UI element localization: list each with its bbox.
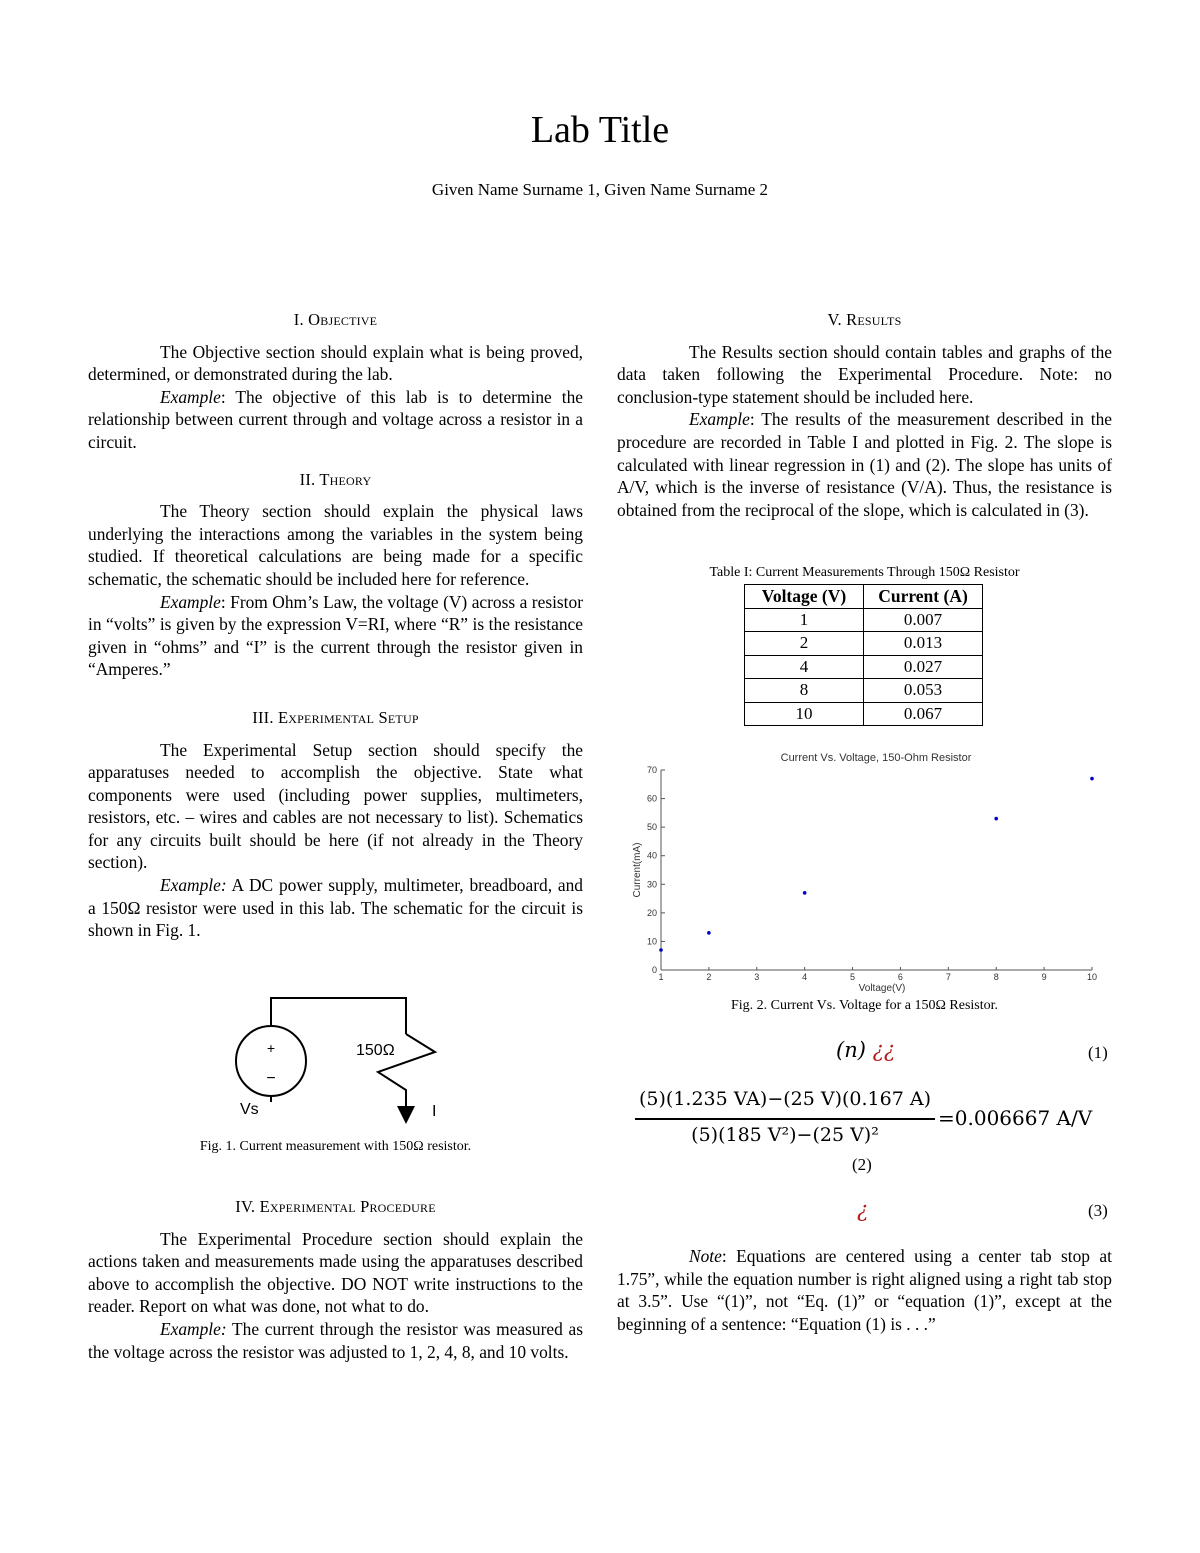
- table-row: [745, 679, 983, 703]
- chart-axes: [661, 770, 1092, 970]
- eq1-lhs: (n): [836, 1038, 866, 1062]
- x-tick-label: 5: [850, 972, 856, 982]
- x-tick-label: 6: [897, 972, 903, 982]
- example-label: Example:: [160, 1318, 227, 1339]
- table-cell: 0.027: [864, 655, 983, 679]
- data-point: [659, 948, 663, 952]
- x-tick-label: 8: [993, 972, 999, 982]
- y-tick-label: 40: [646, 850, 657, 861]
- left-column-bottom: [88, 1196, 583, 1363]
- data-point: [803, 891, 807, 895]
- example-text: A DC power supply, multimeter, breadboard, and a 150Ω resistor were used in this lab. The schematic for the circuit is shown in Fig. 1.: [88, 875, 583, 941]
- column-header: Current (A): [864, 585, 983, 609]
- column-header: Voltage (V): [745, 585, 864, 609]
- eq2-denominator: (5)(185 V²)−(25 V)²: [691, 1124, 879, 1146]
- setup-example: [88, 874, 583, 942]
- table-cell: 8: [745, 679, 864, 703]
- table-row: [745, 632, 983, 656]
- page-title: Lab Title: [530, 109, 670, 151]
- note-text: : Equations are centered using a center tab stop at 1.75”, while the equation number is right aligned using a right tab stop at 3.5”. Use “(1)”, not “Eq. (1)” or “equation (1)”, except at the beginning of a sentence: “Equation (1) is . . .”: [617, 1246, 1112, 1334]
- table-cell: 10: [745, 702, 864, 726]
- table-cell: 2: [745, 632, 864, 656]
- x-tick-label: 1: [658, 972, 664, 982]
- example-label: Example: [160, 591, 221, 612]
- y-tick-label: 70: [646, 765, 657, 775]
- figure1-caption: Fig. 1. Current measurement with 150Ω resistor.: [199, 1139, 472, 1154]
- source-minus: −: [266, 1070, 276, 1087]
- example-text: : The results of the measurement described in the procedure are recorded in Table I and plotted in Fig. 2. The slope is calculated with linear regression in (1) and (2). The slope has units of A/V, which is the inverse of resistance (V/A). Thus, the resistance is obtained from the reciprocal of the slope, which is calculated in (3).: [617, 409, 1112, 520]
- x-tick-label: 9: [1041, 972, 1047, 982]
- equation-number-1: (1): [1088, 1043, 1108, 1062]
- scatter-chart: [620, 746, 1110, 994]
- data-point: [994, 817, 998, 821]
- resistor-label: 150Ω: [356, 1042, 395, 1059]
- source-label: Vs: [240, 1101, 259, 1118]
- table-row: [745, 702, 983, 726]
- right-column: [617, 309, 1112, 521]
- procedure-example: [88, 1318, 583, 1363]
- theory-paragraph: The Theory section should explain the physical laws underlying the interactions among the variables in the system being studied. If theoretical calculations are being made for a specific schematic, the schematic should be included here for reference.: [88, 501, 583, 589]
- author-list: Given Name Surname 1, Given Name Surname 2: [431, 180, 769, 199]
- example-label: Example: [689, 409, 750, 430]
- results-example: [617, 408, 1112, 521]
- section-heading-setup: III. Experimental Setup: [252, 707, 419, 727]
- circuit-schematic: [228, 990, 458, 1140]
- eq2-result: =0.006667 A/V: [938, 1106, 1093, 1130]
- example-text: : The objective of this lab is to determine the relationship between current through and voltage across a resistor in a circuit.: [88, 386, 583, 452]
- note-paragraph: [617, 1245, 1112, 1335]
- chart-y-axis-label: Current(mA): [632, 842, 643, 898]
- data-point: [1090, 777, 1094, 781]
- table1-caption: Table I: Current Measurements Through 150Ω Resistor: [709, 565, 1020, 580]
- data-point: [707, 931, 711, 935]
- y-tick-label: 30: [646, 879, 657, 890]
- example-label: Example:: [160, 875, 227, 896]
- table-cell: 1: [745, 608, 864, 632]
- table-cell: 0.053: [864, 679, 983, 703]
- table-row: [745, 608, 983, 632]
- x-tick-label: 4: [802, 972, 808, 982]
- x-tick-label: 2: [706, 972, 712, 982]
- section-heading-results: V. Results: [827, 310, 902, 329]
- left-column: [88, 309, 583, 942]
- equation-1: [836, 1038, 895, 1062]
- current-arrow-icon: [397, 1106, 415, 1124]
- section-heading-theory: II. Theory: [299, 469, 372, 489]
- example-text: : From Ohm’s Law, the voltage (V) across a resistor in “volts” is given by the expression V=RI, where “R” is the resistance given in “ohms” and “I” is the current through the resistor given in “Amperes.”: [88, 591, 583, 680]
- source-plus: +: [266, 1040, 276, 1056]
- note-label: Note: [689, 1246, 722, 1266]
- table-row: [745, 655, 983, 679]
- setup-paragraph: The Experimental Setup section should specify the apparatuses needed to accomplish the objective. State what components were used (including power supplies, multimeters, resistors, etc. – wires and cables are not necessary to list). Schematics for any circuits built should be here (if not already in the Theory section).: [88, 739, 583, 873]
- section-heading-objective: I. Objective: [293, 310, 378, 329]
- y-tick-label: 50: [646, 822, 657, 833]
- chart-x-axis-label: Voltage(V): [858, 983, 906, 994]
- eq2-numerator: (5)(1.235 VA)−(25 V)(0.167 A): [639, 1088, 931, 1110]
- objective-paragraph: The Objective section should explain what is being proved, determined, or demonstrated during the lab.: [88, 341, 583, 385]
- chart-ticks: [647, 765, 1097, 982]
- note-block: [617, 1245, 1112, 1335]
- example-label: Example: [160, 386, 221, 407]
- example-text: The current through the resistor was measured as the voltage across the resistor was adjusted to 1, 2, 4, 8, and 10 volts.: [88, 1318, 583, 1362]
- table-cell: 0.007: [864, 608, 983, 632]
- x-tick-label: 7: [945, 972, 951, 982]
- x-tick-label: 10: [1086, 972, 1098, 982]
- table-header-row: [745, 585, 983, 609]
- y-tick-label: 20: [646, 907, 657, 918]
- table-cell: 0.067: [864, 702, 983, 726]
- data-table: [744, 584, 983, 726]
- theory-example: [88, 591, 583, 681]
- y-tick-label: 60: [646, 793, 657, 804]
- table-cell: 4: [745, 655, 864, 679]
- x-tick-label: 3: [754, 972, 760, 982]
- current-label: I: [432, 1103, 437, 1120]
- equation-number-2: (2): [852, 1155, 872, 1174]
- objective-example: [88, 386, 583, 454]
- figure2-caption: Fig. 2. Current Vs. Voltage for a 150Ω Resistor.: [730, 998, 999, 1013]
- top-wire: [271, 998, 406, 1034]
- equation-number-3: (3): [1088, 1201, 1108, 1220]
- section-heading-procedure: IV. Experimental Procedure: [235, 1197, 436, 1216]
- chart-title: Current Vs. Voltage, 150-Ohm Resistor: [780, 752, 972, 764]
- eq1-placeholder: ¿¿: [872, 1038, 896, 1062]
- fraction-bar: [635, 1118, 935, 1120]
- procedure-paragraph: The Experimental Procedure section should explain the actions taken and measurements made using the apparatuses described above to accomplish the objective. DO NOT write instructions to the reader. Report on what was done, not what to do.: [88, 1228, 583, 1317]
- table-cell: 0.013: [864, 632, 983, 656]
- eq3-placeholder: ¿: [857, 1198, 869, 1222]
- results-paragraph: The Results section should contain tables and graphs of the data taken following the Experimental Procedure. Note: no conclusion-type statement should be included here.: [617, 341, 1112, 407]
- y-tick-label: 0: [651, 965, 657, 975]
- y-tick-label: 10: [646, 936, 657, 947]
- chart-points: [659, 777, 1094, 952]
